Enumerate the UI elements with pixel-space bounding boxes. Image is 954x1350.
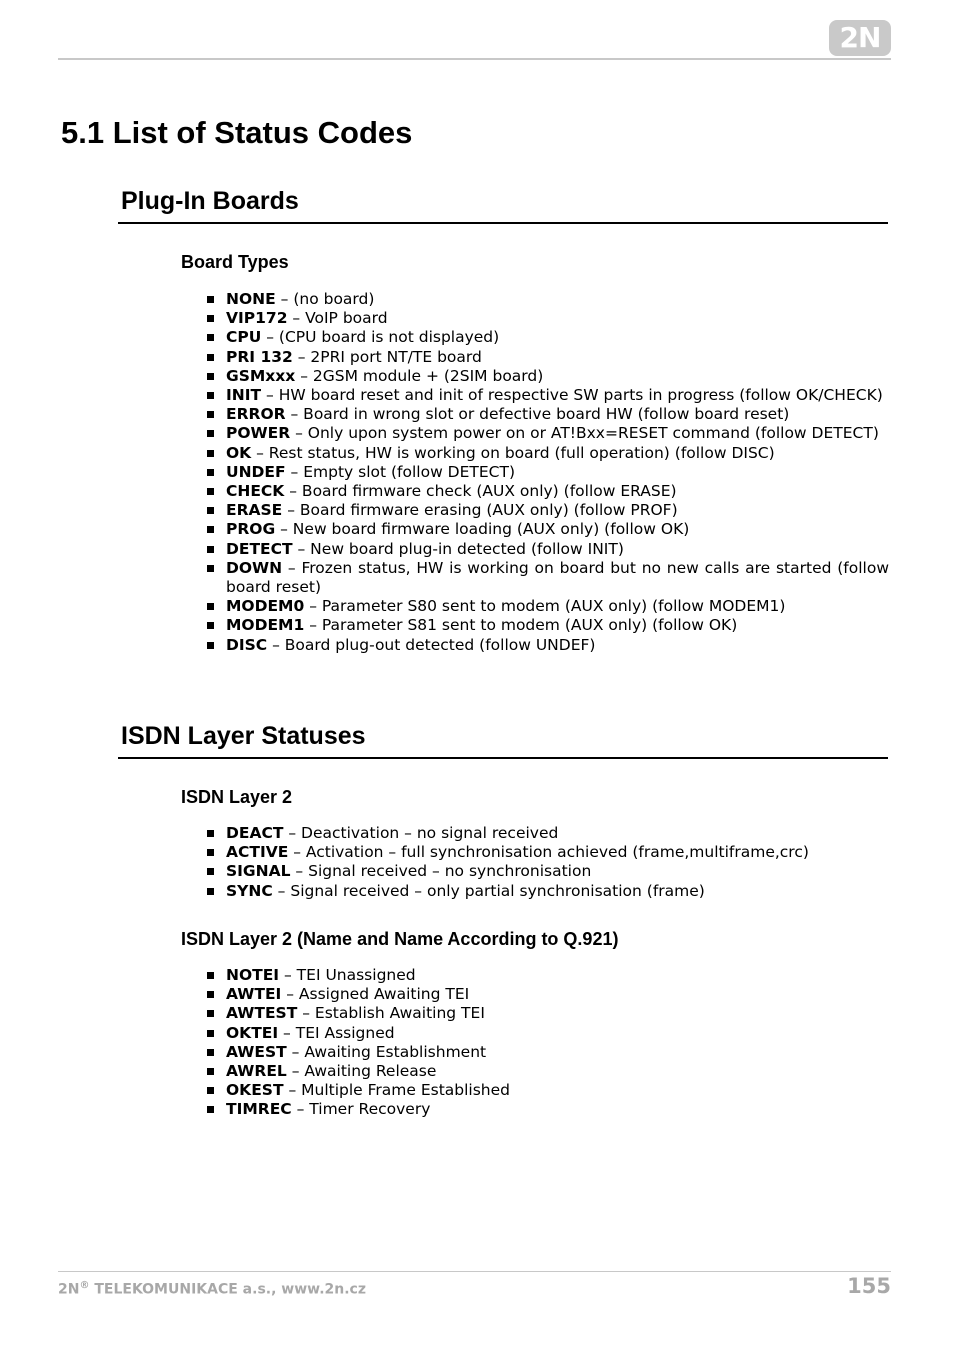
status-description: – Parameter S80 sent to modem (AUX only) (follow MODEM1) (304, 597, 786, 616)
square-bullet-icon (207, 373, 214, 380)
list-item (207, 328, 889, 347)
status-description: – Awaiting Establishment (286, 1042, 487, 1061)
status-code: VIP172 (226, 309, 288, 328)
list-item (207, 482, 889, 501)
status-code: ACTIVE (226, 843, 289, 862)
footer-company-rest: TELEKOMUNIKACE a.s., www.2n.cz (89, 1281, 366, 1298)
status-description: – Empty slot (follow DETECT) (285, 462, 516, 481)
section-title-plug-in-boards: Plug-In Boards (118, 186, 888, 224)
status-description: – Activation – full synchronisation achieved (frame,multiframe,crc) (288, 843, 809, 862)
subsection-title-isdn-layer-2: ISDN Layer 2 (181, 787, 293, 807)
square-bullet-icon (207, 830, 214, 837)
list-item (207, 882, 889, 901)
status-description: – Board plug-out detected (follow UNDEF) (267, 635, 596, 654)
status-code: GSMxxx (226, 366, 296, 385)
square-bullet-icon (207, 450, 214, 457)
chapter-title: 5.1 List of Status Codes (61, 115, 413, 150)
list-item (207, 843, 889, 862)
list-item (207, 540, 889, 559)
list-item (207, 444, 889, 463)
status-code: PROG (226, 520, 276, 539)
status-description: – TEI Assigned (278, 1023, 395, 1042)
list-item (207, 862, 889, 881)
list-item (207, 1024, 889, 1043)
square-bullet-icon (207, 1049, 214, 1056)
square-bullet-icon (207, 642, 214, 649)
status-description: – Assigned Awaiting TEI (281, 985, 470, 1004)
status-code: UNDEF (226, 462, 286, 481)
list-item (207, 559, 889, 597)
square-bullet-icon (207, 972, 214, 979)
status-code: INIT (226, 386, 262, 405)
status-description: – Signal received – no synchronisation (290, 862, 592, 881)
list-item (207, 367, 889, 386)
square-bullet-icon (207, 1106, 214, 1113)
square-bullet-icon (207, 849, 214, 856)
status-description: – Rest status, HW is working on board (full operation) (follow DISC) (251, 443, 775, 462)
status-code: MODEM0 (226, 597, 305, 616)
square-bullet-icon (207, 469, 214, 476)
square-bullet-icon (207, 334, 214, 341)
status-code: AWREL (226, 1062, 287, 1081)
status-description: – Board firmware erasing (AUX only) (follow PROF) (282, 501, 678, 520)
list-item (207, 405, 889, 424)
square-bullet-icon (207, 488, 214, 495)
square-bullet-icon (207, 392, 214, 399)
status-code: OKEST (226, 1081, 284, 1100)
header-rule (58, 58, 891, 60)
square-bullet-icon (207, 1010, 214, 1017)
status-description: – Parameter S81 sent to modem (AUX only) (follow OK) (304, 616, 738, 635)
square-bullet-icon (207, 1030, 214, 1037)
status-description: – 2GSM module + (2SIM board) (295, 366, 544, 385)
square-bullet-icon (207, 622, 214, 629)
footer-company (58, 1280, 366, 1298)
status-code: DEACT (226, 824, 284, 842)
square-bullet-icon (207, 354, 214, 361)
status-description: – Deactivation – no signal received (283, 824, 559, 842)
board-types-list (207, 290, 889, 655)
square-bullet-icon (207, 868, 214, 875)
status-description: – Board in wrong slot or defective board HW (follow board reset) (285, 405, 790, 424)
list-item (207, 1004, 889, 1023)
status-code: SYNC (226, 881, 273, 900)
status-code: OK (226, 443, 252, 462)
square-bullet-icon (207, 991, 214, 998)
list-item (207, 1081, 889, 1100)
list-item (207, 636, 889, 655)
registered-mark: ® (79, 1280, 90, 1291)
status-code: AWTEST (226, 1004, 298, 1023)
square-bullet-icon (207, 507, 214, 514)
status-description: – Only upon system power on or AT!Bxx=RESET command (follow DETECT) (290, 424, 879, 443)
footer-company-prefix: 2N (58, 1281, 80, 1298)
status-description: – (CPU board is not displayed) (261, 328, 500, 347)
status-description: – New board plug-in detected (follow INIT) (292, 539, 624, 558)
list-item (207, 616, 889, 635)
status-code: CPU (226, 328, 262, 347)
status-description: – New board firmware loading (AUX only) (follow OK) (275, 520, 690, 539)
status-code: DOWN (226, 558, 283, 577)
status-description: – 2PRI port NT/TE board (292, 347, 482, 366)
status-code: MODEM1 (226, 616, 305, 635)
list-item (207, 309, 889, 328)
list-item (207, 824, 889, 843)
status-code: ERASE (226, 501, 283, 520)
status-code: AWEST (226, 1042, 287, 1061)
square-bullet-icon (207, 888, 214, 895)
status-code: NOTEI (226, 966, 280, 984)
square-bullet-icon (207, 411, 214, 418)
status-code: DISC (226, 635, 268, 654)
list-item (207, 597, 889, 616)
status-description: – VoIP board (287, 309, 388, 328)
status-code: SIGNAL (226, 862, 291, 881)
status-code: DETECT (226, 539, 293, 558)
list-item (207, 463, 889, 482)
status-description: – Establish Awaiting TEI (297, 1004, 485, 1023)
list-item (207, 348, 889, 367)
list-item (207, 985, 889, 1004)
status-description: – Frozen status, HW is working on board but no new calls are started (follow board reset) (226, 558, 889, 597)
status-code: OKTEI (226, 1023, 279, 1042)
section-title-isdn-layer-statuses: ISDN Layer Statuses (118, 721, 888, 759)
square-bullet-icon (207, 430, 214, 437)
status-code: NONE (226, 290, 276, 308)
status-description: – Timer Recovery (291, 1100, 431, 1119)
subsection-title-board-types: Board Types (181, 252, 289, 272)
status-code: CHECK (226, 482, 285, 501)
square-bullet-icon (207, 1068, 214, 1075)
status-code: AWTEI (226, 985, 282, 1004)
status-code: POWER (226, 424, 291, 443)
status-description: – TEI Unassigned (279, 966, 416, 984)
isdn-layer-2-list (207, 824, 889, 901)
square-bullet-icon (207, 565, 214, 572)
status-description: – (no board) (275, 290, 375, 308)
status-description: – Multiple Frame Established (283, 1081, 511, 1100)
status-description: – Signal received – only partial synchronisation (frame) (272, 881, 705, 900)
square-bullet-icon (207, 315, 214, 322)
status-description: – Board firmware check (AUX only) (follow ERASE) (284, 482, 677, 501)
square-bullet-icon (207, 526, 214, 533)
list-item (207, 966, 889, 985)
status-description: – HW board reset and init of respective SW parts in progress (follow OK/CHECK) (261, 386, 883, 405)
list-item (207, 501, 889, 520)
status-description: – Awaiting Release (286, 1062, 437, 1081)
page-number: 155 (847, 1274, 891, 1298)
list-item (207, 290, 889, 309)
footer-rule (58, 1271, 891, 1272)
list-item (207, 1062, 889, 1081)
2n-logo: 2N (829, 20, 891, 56)
list-item (207, 1100, 889, 1119)
status-code: ERROR (226, 405, 286, 424)
square-bullet-icon (207, 296, 214, 303)
status-code: TIMREC (226, 1100, 292, 1119)
list-item (207, 1043, 889, 1062)
list-item (207, 424, 889, 443)
square-bullet-icon (207, 1087, 214, 1094)
list-item (207, 386, 889, 405)
list-item (207, 520, 889, 539)
status-code: PRI 132 (226, 347, 293, 366)
isdn-layer-2-q921-list (207, 966, 889, 1120)
square-bullet-icon (207, 603, 214, 610)
subsection-title-isdn-layer-2-q921: ISDN Layer 2 (Name and Name According to Q.921) (181, 929, 619, 949)
square-bullet-icon (207, 546, 214, 553)
